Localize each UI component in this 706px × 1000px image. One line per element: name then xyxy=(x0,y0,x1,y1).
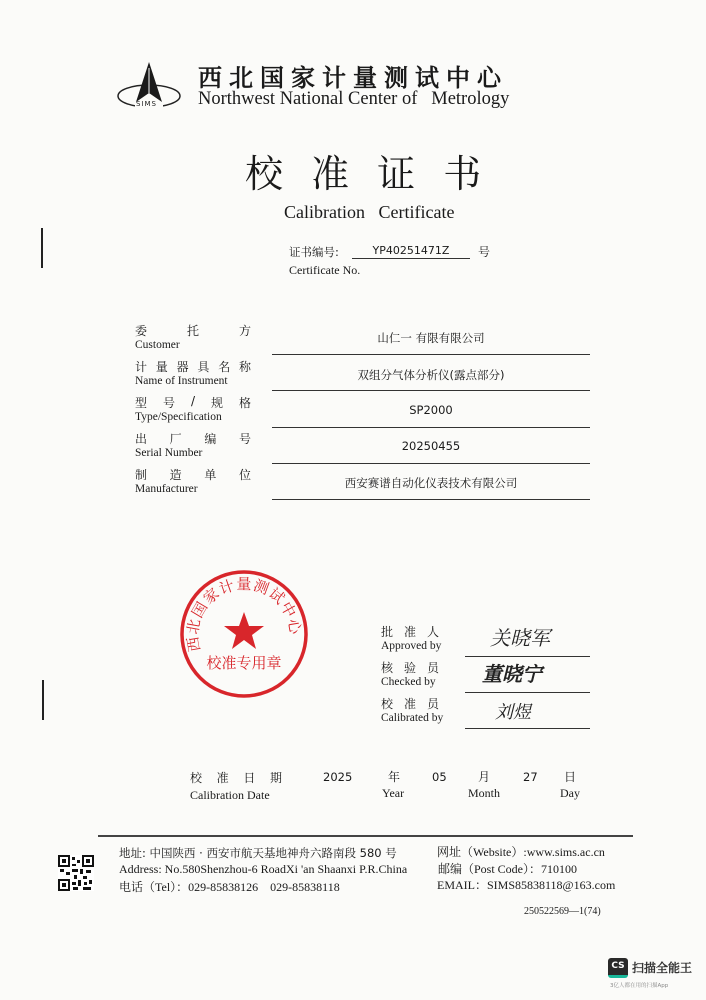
footer-tel: 电话（Tel）：029-85838126 029-85838118 xyxy=(119,880,340,894)
signature-approved-by: 关晓军 xyxy=(490,626,550,650)
year-label-cn: 年 xyxy=(388,770,401,784)
official-stamp xyxy=(178,568,310,700)
svg-text:校准专用章: 校准专用章 xyxy=(206,654,282,672)
org-name-cn: 西北国家计量测试中心 xyxy=(198,64,508,92)
footer-email: EMAIL：SIMS85838118@163.com xyxy=(437,878,616,892)
footer-address-cn: 地址: 中国陕西 · 西安市航天基地神舟六路南段 580 号 xyxy=(119,846,397,860)
watermark-tagline: 3亿人都在用的扫描App xyxy=(610,983,669,989)
instrument-name-value: 双组分气体分析仪(露点部分) xyxy=(357,368,505,382)
stamp-icon xyxy=(178,568,310,700)
signature-checked-by: 董晓宁 xyxy=(482,662,542,686)
camscanner-logo-icon: CS xyxy=(608,958,628,978)
date-month: 05 xyxy=(432,770,447,784)
qr-code-icon xyxy=(58,855,94,891)
sig-label-cn: 批 准 人 xyxy=(381,625,439,639)
divider xyxy=(465,692,590,693)
manufacturer-value: 西安赛谱自动化仪表技术有限公司 xyxy=(344,476,518,490)
day-label-en: Day xyxy=(560,786,580,800)
sig-label-cn: 核 验 员 xyxy=(381,661,439,675)
date-label-en: Calibration Date xyxy=(190,788,270,802)
month-label-cn: 月 xyxy=(478,770,491,784)
field-label-cn: 计 量 器 具 名 称 xyxy=(135,360,251,374)
signature-calibrated-by: 刘煜 xyxy=(495,702,531,723)
sig-label-en: Calibrated by xyxy=(381,712,444,724)
day-label-cn: 日 xyxy=(564,770,577,784)
divider xyxy=(272,354,590,355)
qr-code xyxy=(58,855,94,891)
field-label-cn: 制 造 单 位 xyxy=(135,468,251,482)
svg-text:西北国家计量测试中心: 西北国家计量测试中心 xyxy=(183,575,305,654)
logo-text: SIMS xyxy=(136,100,157,108)
org-name-en xyxy=(198,89,509,110)
field-label-cn: 型 号 / 规 格 xyxy=(135,394,251,410)
field-label-cn: 出 厂 编 号 xyxy=(135,432,251,446)
footer-divider xyxy=(98,835,633,837)
date-year: 2025 xyxy=(323,770,353,784)
divider xyxy=(272,427,590,428)
year-label-en: Year xyxy=(382,786,405,800)
scanner-watermark xyxy=(608,958,700,992)
divider xyxy=(272,499,590,500)
binding-mark xyxy=(42,680,44,720)
date-label-cn: 校 准 日 期 xyxy=(190,771,282,785)
field-label-en: Type/Specification xyxy=(135,411,222,423)
divider xyxy=(465,728,590,729)
sims-logo xyxy=(116,60,182,112)
org-name-en-part2: Metrology xyxy=(431,89,510,109)
divider xyxy=(465,656,590,657)
certificate-title-en: Calibration Certificate xyxy=(284,202,455,222)
field-label-en: Manufacturer xyxy=(135,483,198,495)
cert-no-label-en: Certificate No. xyxy=(289,263,361,277)
footer-doc-code: 250522569—1(74) xyxy=(524,906,601,917)
customer-value: 山仁一 有限有限公司 xyxy=(377,331,485,345)
cert-no-suffix: 号 xyxy=(478,245,491,259)
footer-address-en: Address: No.580Shenzhou-6 RoadXi 'an Shaanxi P.R.China xyxy=(119,862,408,876)
sig-label-en: Checked by xyxy=(381,676,436,688)
serial-number-value: 20250455 xyxy=(401,439,461,453)
sig-label-cn: 校 准 员 xyxy=(381,697,439,711)
sig-label-en: Approved by xyxy=(381,640,442,652)
divider xyxy=(272,463,590,464)
watermark-app-name: 扫描全能王 xyxy=(632,961,693,975)
field-label-en: Customer xyxy=(135,339,180,351)
footer-postcode: 邮编（Post Code）：710100 xyxy=(438,862,578,876)
binding-mark xyxy=(41,228,43,268)
org-name-en-part1: Northwest National Center of xyxy=(198,89,418,109)
cert-no-value: YP40251471Z xyxy=(352,244,470,259)
month-label-en: Month xyxy=(468,786,501,800)
type-spec-value: SP2000 xyxy=(409,403,453,417)
field-label-cn: 委 托 方 xyxy=(135,324,251,338)
divider xyxy=(272,390,590,391)
footer-website: 网址（Website）:www.sims.ac.cn xyxy=(437,845,605,859)
cert-no-label-cn: 证书编号: xyxy=(289,245,339,259)
certificate-title-cn: 校 准 证 书 xyxy=(245,152,490,196)
date-day: 27 xyxy=(523,770,538,784)
field-label-en: Serial Number xyxy=(135,447,203,459)
field-label-en: Name of Instrument xyxy=(135,375,228,387)
